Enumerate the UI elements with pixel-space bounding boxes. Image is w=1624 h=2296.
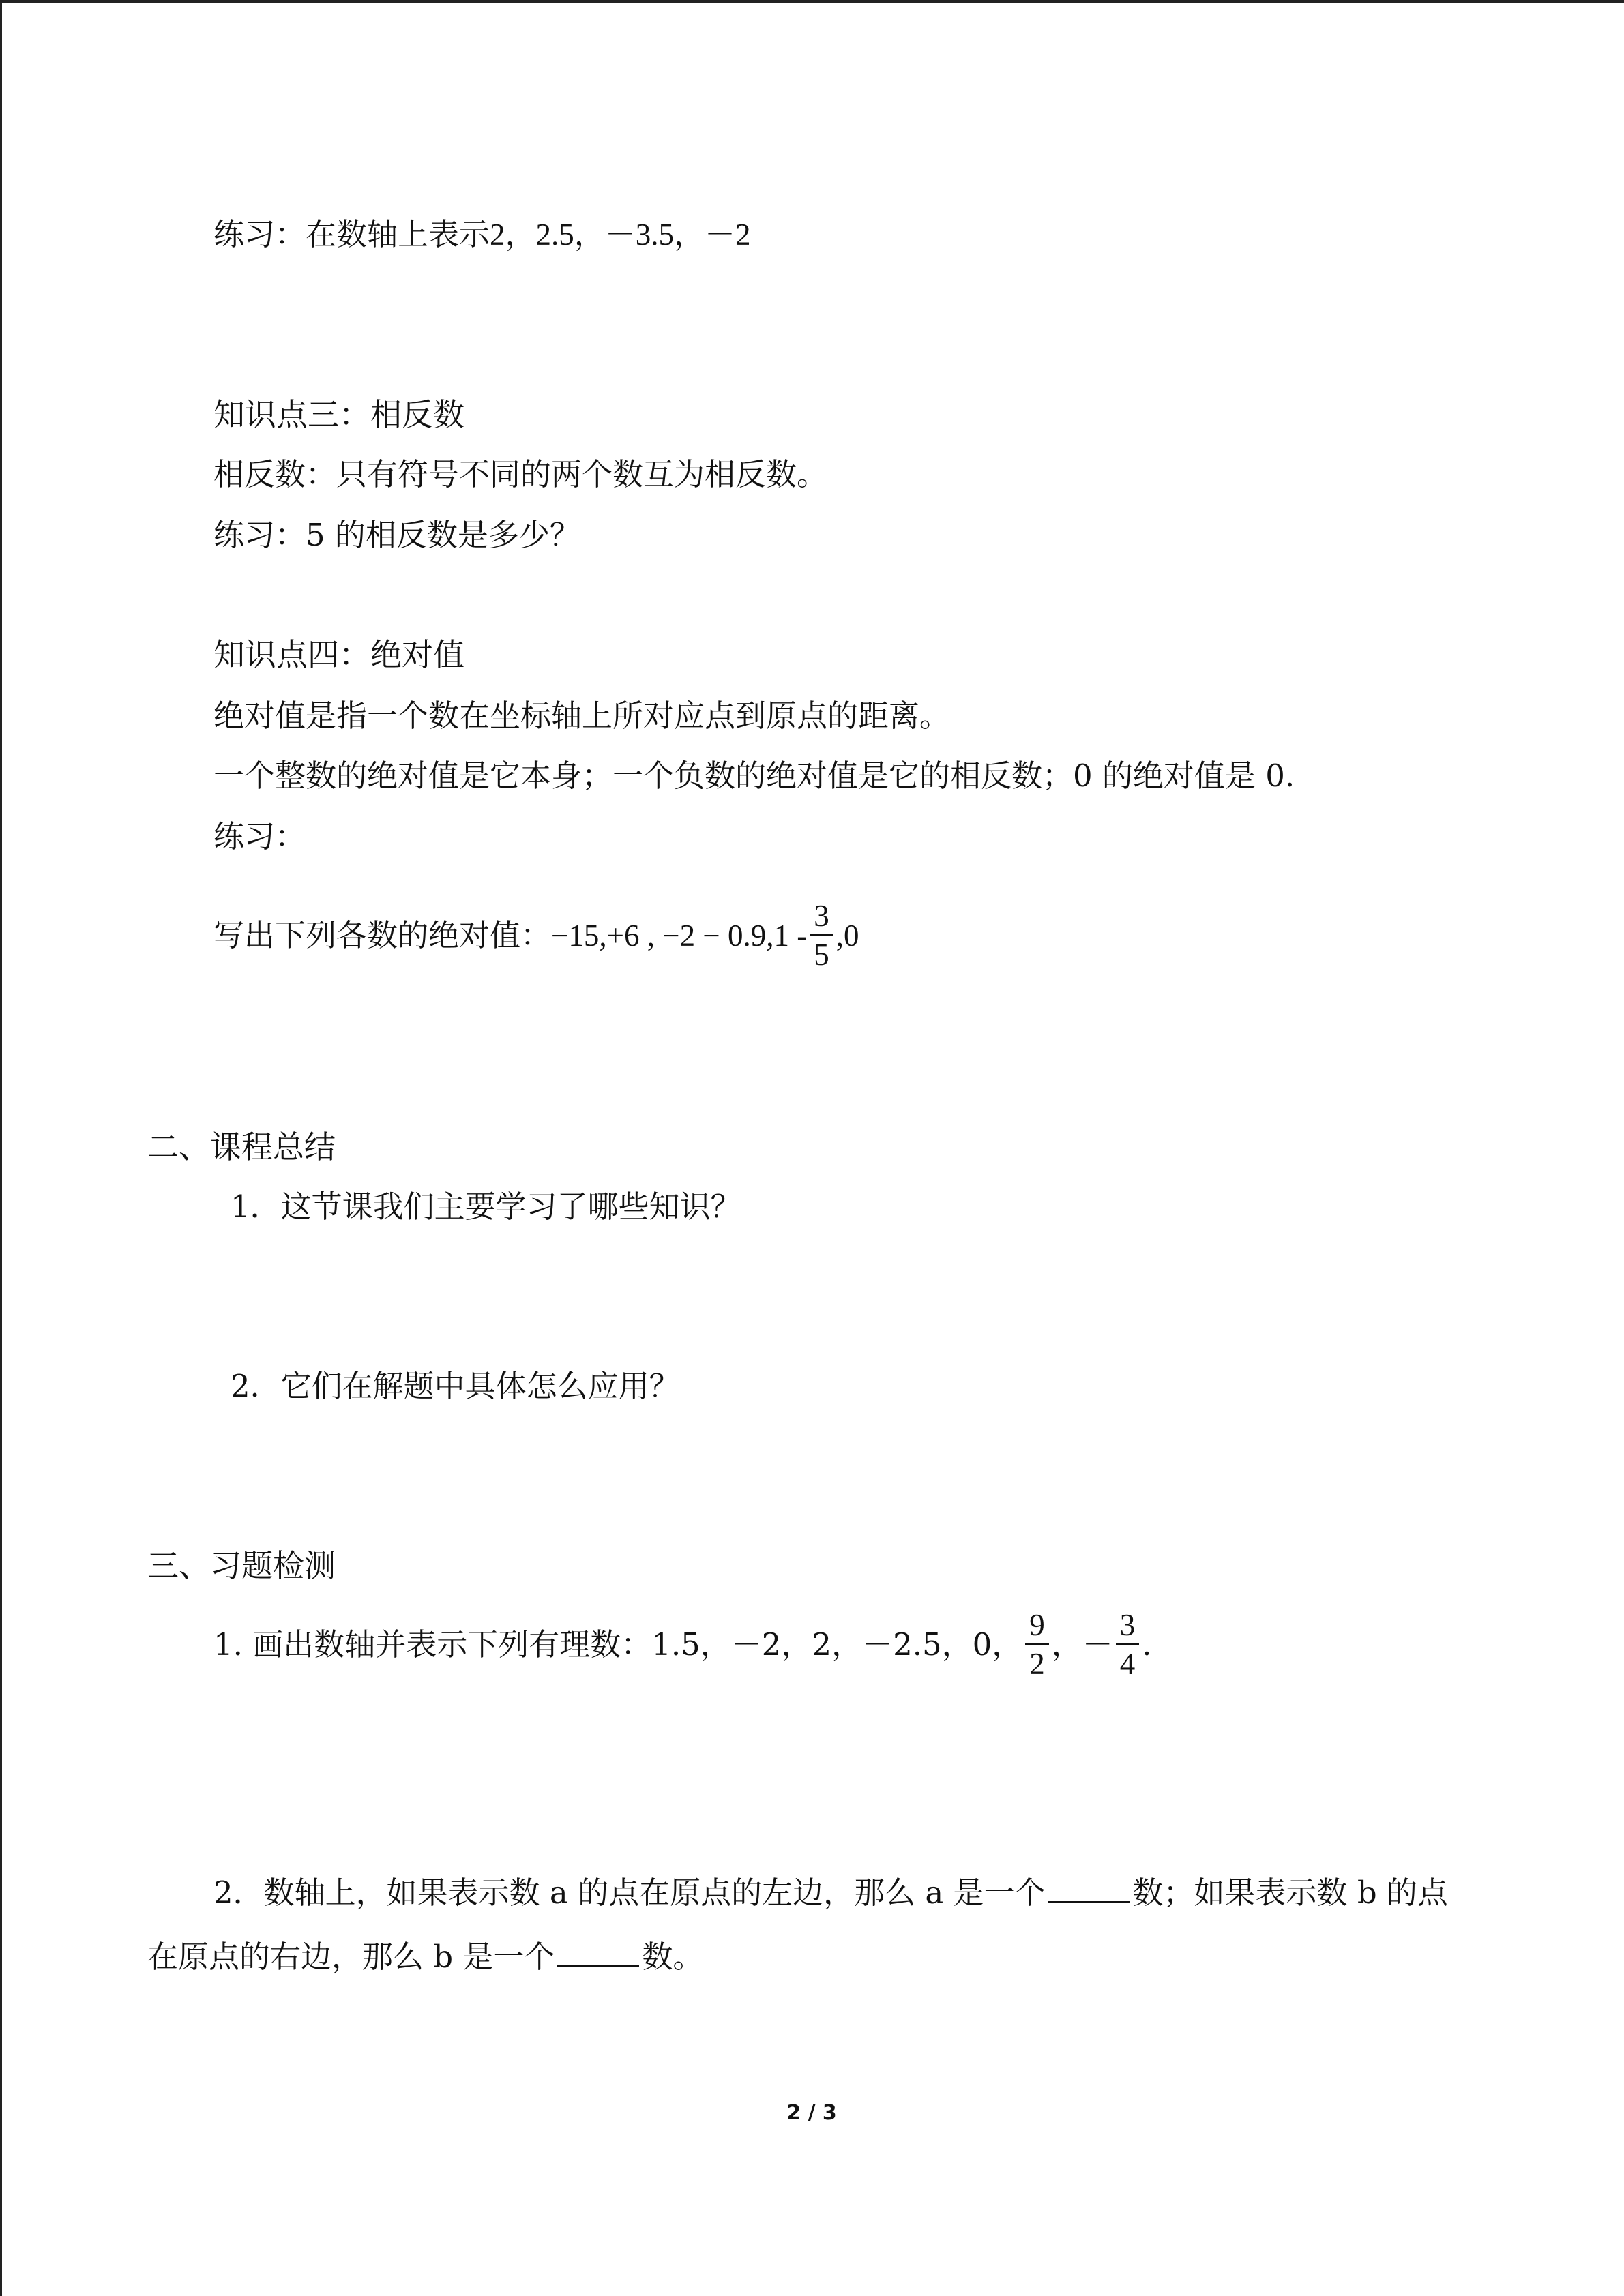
point4-question	[213, 900, 859, 976]
practice-number-line	[213, 214, 751, 255]
section3-q1-separator: ，－	[1051, 1626, 1113, 1663]
section3-q2-part1: 2．数轴上，如果表示数 a 的点在原点的左边，那么 a 是一个	[213, 1875, 1046, 1911]
fraction-three-fifths	[810, 897, 833, 973]
section2-q2: 2．它们在解题中具体怎么应用？	[231, 1368, 680, 1404]
section2-title: 二、课程总结	[147, 1129, 336, 1165]
section3-q1-end: .	[1142, 1626, 1152, 1663]
point4-question-label: 写出下列各数的绝对值：	[213, 917, 552, 953]
point4-definition: 绝对值是指一个数在坐标轴上所对应点到原点的距离。	[213, 698, 951, 734]
fraction-three-quarters	[1116, 1607, 1140, 1682]
section3-q2-line2	[147, 1935, 703, 1978]
point4-title: 知识点四：绝对值	[213, 636, 464, 673]
fraction-denominator: 5	[814, 938, 829, 972]
point4-practice-label: 练习：	[213, 818, 306, 854]
point3-title: 知识点三：相反数	[213, 396, 464, 433]
fraction-nine-halves	[1025, 1607, 1049, 1682]
practice-label: 练习：在数轴上表示	[213, 216, 490, 252]
point3-practice: 练习：5 的相反数是多少？	[213, 517, 580, 553]
point4-rule: 一个整数的绝对值是它本身；一个负数的绝对值是它的相反数；0 的绝对值是 0.	[213, 758, 1295, 794]
page-number: 2 / 3	[786, 2101, 837, 2125]
answer-blank-b[interactable]	[557, 1935, 639, 1967]
section3-q2-part2: 数；如果表示数 b 的点	[1132, 1875, 1448, 1911]
section3-q2-part3: 在原点的右边，那么 b 是一个	[147, 1939, 555, 1975]
section3-q2-line1	[213, 1871, 1448, 1913]
practice-values: 2，2.5，－3.5，－2	[490, 218, 751, 252]
point3-definition: 相反数：只有符号不同的两个数互为相反数。	[213, 456, 828, 492]
section3-title: 三、习题检测	[147, 1547, 336, 1584]
section3-q2-part4: 数。	[642, 1939, 704, 1975]
fraction-denominator: 2	[1029, 1647, 1045, 1681]
point4-question-expr-end: ,0	[836, 919, 859, 953]
fraction-denominator: 4	[1119, 1647, 1136, 1681]
fraction-numerator: 3	[810, 897, 833, 936]
fraction-numerator: 3	[1116, 1607, 1140, 1645]
section2-q1: 1．这节课我们主要学习了哪些知识？	[231, 1189, 741, 1225]
answer-blank-a[interactable]	[1048, 1871, 1130, 1903]
fraction-numerator: 9	[1025, 1607, 1049, 1645]
section3-q1-text: 1. 画出数轴并表示下列有理数：1.5，－2，2，－2.5，0，	[213, 1626, 1023, 1663]
section3-q1	[213, 1609, 1152, 1685]
point4-question-expr: −15,+6 , −2 − 0.9,1 -	[551, 919, 808, 953]
